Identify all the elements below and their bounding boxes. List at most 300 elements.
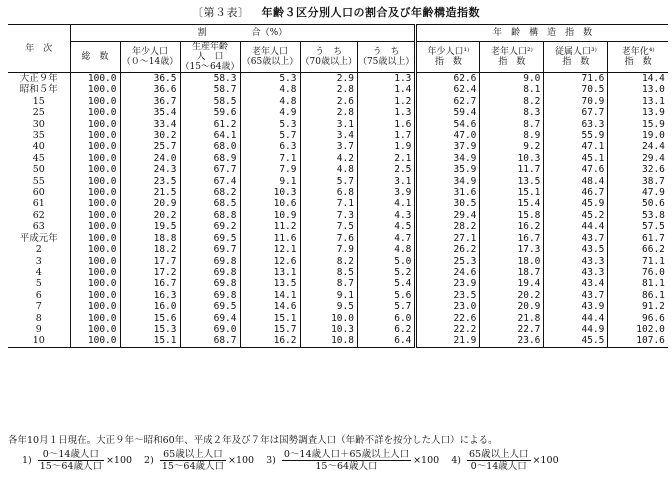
header-working-range: （15～64歳）	[180, 62, 240, 72]
cell-over75: 1.3	[357, 73, 415, 85]
cell-total: 100.0	[70, 233, 120, 244]
cell-id: 43.4	[544, 278, 608, 289]
cell-iy: 30.5	[416, 198, 480, 209]
cell-total: 100.0	[70, 221, 120, 232]
formula-numerator: 0～14歳人口	[38, 449, 104, 461]
table-row	[8, 256, 668, 267]
cell-over75: 4.1	[357, 198, 415, 209]
cell-working: 61.2	[180, 119, 240, 130]
cell-over70: 3.7	[300, 141, 357, 152]
cell-ie: 8.1	[480, 84, 544, 95]
cell-ia: 86.1	[608, 290, 668, 301]
cell-total: 100.0	[70, 164, 120, 175]
cell-id: 43.3	[544, 256, 608, 267]
row-year: 40	[32, 141, 45, 153]
cell-ia: 15.9	[608, 119, 668, 130]
cell-ie: 20.9	[480, 301, 544, 312]
cell-ie: 22.7	[480, 324, 544, 335]
cell-total: 100.0	[70, 210, 120, 221]
cell-id: 45.1	[544, 153, 608, 164]
row-year: 6	[35, 289, 42, 301]
cell-total: 100.0	[70, 187, 120, 198]
cell-ia: 19.0	[608, 130, 668, 141]
cell-over70: 7.1	[300, 198, 357, 209]
cell-over75: 6.4	[357, 335, 415, 347]
cell-over70: 7.9	[300, 244, 357, 255]
cell-iy: 23.9	[416, 278, 480, 289]
cell-id: 43.7	[544, 290, 608, 301]
cell-ia: 53.8	[608, 210, 668, 221]
cell-working: 58.7	[180, 84, 240, 95]
cell-young: 18.8	[120, 233, 180, 244]
cell-total: 100.0	[70, 267, 120, 278]
formula-numerator: 65歳以上人口	[468, 449, 529, 460]
cell-ia: 57.5	[608, 221, 668, 232]
population-table	[8, 24, 668, 348]
header-total: 総 数	[70, 42, 120, 73]
table-row	[8, 153, 668, 164]
row-year: 大正９年	[19, 73, 58, 84]
cell-working: 68.2	[180, 187, 240, 198]
cell-iy: 23.5	[416, 290, 480, 301]
header-idx-elderly-sub: 指 数	[498, 57, 526, 67]
cell-working: 69.8	[180, 267, 240, 278]
cell-working: 67.4	[180, 176, 240, 187]
cell-working: 69.5	[180, 233, 240, 244]
cell-over75: 6.2	[357, 324, 415, 335]
formula-numerator: 65歳以上人口	[160, 449, 226, 461]
cell-iy: 27.1	[416, 233, 480, 244]
formula-mark: 4)	[451, 455, 461, 466]
cell-over70: 4.8	[300, 164, 357, 175]
table-row	[8, 301, 668, 312]
formula-multiplier: ×100	[413, 455, 440, 466]
cell-iy: 26.2	[416, 244, 480, 255]
row-year: 63	[32, 221, 45, 233]
row-year: 55	[32, 175, 45, 187]
cell-ie: 16.7	[480, 233, 544, 244]
cell-ie: 19.4	[480, 278, 544, 289]
cell-young: 36.5	[120, 73, 180, 85]
cell-iy: 62.6	[416, 73, 480, 85]
cell-over70: 2.6	[300, 96, 357, 107]
table-row	[8, 198, 668, 209]
cell-over70: 6.8	[300, 187, 357, 198]
cell-elderly: 12.1	[240, 244, 300, 255]
cell-ie: 9.0	[480, 73, 544, 85]
cell-working: 68.8	[180, 210, 240, 221]
cell-total: 100.0	[70, 176, 120, 187]
cell-total: 100.0	[70, 96, 120, 107]
cell-working: 68.5	[180, 198, 240, 209]
cell-over75: 1.9	[357, 141, 415, 152]
row-year: 45	[32, 152, 45, 164]
cell-total: 100.0	[70, 313, 120, 324]
cell-elderly: 4.8	[240, 84, 300, 95]
cell-over75: 4.3	[357, 210, 415, 221]
cell-over70: 10.0	[300, 313, 357, 324]
cell-young: 18.2	[120, 244, 180, 255]
row-year: 50	[32, 164, 45, 176]
row-year: 3	[35, 255, 42, 267]
cell-young: 24.3	[120, 164, 180, 175]
cell-elderly: 7.9	[240, 164, 300, 175]
cell-iy: 21.9	[416, 335, 480, 347]
cell-working: 69.5	[180, 301, 240, 312]
cell-iy: 62.7	[416, 96, 480, 107]
cell-id: 67.7	[544, 107, 608, 118]
cell-elderly: 13.1	[240, 267, 300, 278]
cell-over70: 2.8	[300, 107, 357, 118]
row-year: 2	[35, 244, 42, 256]
cell-ia: 13.0	[608, 84, 668, 95]
cell-young: 33.4	[120, 119, 180, 130]
cell-id: 47.6	[544, 164, 608, 175]
cell-over70: 2.9	[300, 73, 357, 85]
header-young	[120, 42, 180, 73]
cell-ie: 8.2	[480, 96, 544, 107]
cell-ia: 47.9	[608, 187, 668, 198]
cell-elderly: 6.3	[240, 141, 300, 152]
cell-young: 20.2	[120, 210, 180, 221]
cell-iy: 62.4	[416, 84, 480, 95]
cell-ia: 50.6	[608, 198, 668, 209]
cell-over75: 5.4	[357, 278, 415, 289]
cell-elderly: 4.8	[240, 96, 300, 107]
cell-elderly: 9.1	[240, 176, 300, 187]
cell-young: 16.3	[120, 290, 180, 301]
header-idx-young-sub: 指 数	[434, 57, 462, 67]
cell-young: 35.4	[120, 107, 180, 118]
table-title	[0, 4, 672, 20]
cell-id: 46.7	[544, 187, 608, 198]
cell-over75: 2.1	[357, 153, 415, 164]
table-note: 各年10月１日現在。大正９年～昭和60年、平成２年及び７年は国勢調査人口（年齢不詳を按分した人口）による。	[8, 435, 498, 446]
cell-id: 47.1	[544, 141, 608, 152]
header-idx-young-label: 年少人口¹⁾	[427, 47, 470, 57]
formula-multiplier: ×100	[105, 455, 133, 466]
cell-working: 69.7	[180, 244, 240, 255]
cell-ie: 10.3	[480, 153, 544, 164]
cell-iy: 28.2	[416, 221, 480, 232]
cell-young: 15.1	[120, 335, 180, 347]
cell-young: 21.5	[120, 187, 180, 198]
header-idx-dependency	[544, 42, 608, 73]
row-year: 7	[35, 301, 42, 313]
cell-ie: 8.9	[480, 130, 544, 141]
header-elderly-label: 老年人口	[251, 47, 288, 57]
cell-over70: 8.2	[300, 256, 357, 267]
cell-id: 71.6	[544, 73, 608, 85]
header-ratio-group: 割 合（%）	[70, 25, 416, 42]
row-year: 平成元年	[19, 232, 58, 244]
cell-elderly: 10.3	[240, 187, 300, 198]
formula-denominator: 15～64歳人口	[315, 461, 378, 472]
header-idx-aging-sub: 指 数	[624, 57, 652, 67]
formula-fraction	[160, 449, 226, 472]
cell-ia: 14.4	[608, 73, 668, 85]
cell-over70: 7.3	[300, 210, 357, 221]
cell-iy: 22.6	[416, 313, 480, 324]
cell-total: 100.0	[70, 198, 120, 209]
cell-ie: 18.0	[480, 256, 544, 267]
cell-over70: 8.5	[300, 267, 357, 278]
cell-id: 70.5	[544, 84, 608, 95]
cell-iy: 25.3	[416, 256, 480, 267]
cell-id: 44.4	[544, 221, 608, 232]
cell-ia: 71.1	[608, 256, 668, 267]
cell-iy: 34.9	[416, 153, 480, 164]
cell-over75: 3.9	[357, 187, 415, 198]
cell-over75: 5.2	[357, 267, 415, 278]
cell-over75: 4.8	[357, 244, 415, 255]
cell-working: 69.4	[180, 313, 240, 324]
cell-total: 100.0	[70, 119, 120, 130]
row-year: 9	[35, 323, 42, 335]
cell-ia: 32.6	[608, 164, 668, 175]
cell-elderly: 15.1	[240, 313, 300, 324]
cell-over70: 10.3	[300, 324, 357, 335]
cell-total: 100.0	[70, 107, 120, 118]
header-idx-dependency-label: 従属人口³⁾	[554, 47, 597, 57]
cell-over70: 7.5	[300, 221, 357, 232]
formula-item	[266, 449, 439, 472]
cell-ie: 20.2	[480, 290, 544, 301]
row-year: 4	[35, 266, 42, 278]
formula-multiplier: ×100	[532, 455, 559, 466]
cell-id: 55.9	[544, 130, 608, 141]
row-year: 35	[32, 130, 45, 142]
cell-working: 69.0	[180, 324, 240, 335]
cell-id: 44.9	[544, 324, 608, 335]
cell-id: 43.3	[544, 267, 608, 278]
row-year: 5	[35, 278, 42, 290]
cell-over75: 1.7	[357, 130, 415, 141]
cell-over75: 4.7	[357, 233, 415, 244]
cell-elderly: 5.7	[240, 130, 300, 141]
cell-elderly: 13.5	[240, 278, 300, 289]
cell-ia: 91.2	[608, 301, 668, 312]
cell-ie: 17.3	[480, 244, 544, 255]
row-year: 10	[8, 335, 70, 347]
cell-over70: 2.8	[300, 84, 357, 95]
cell-ie: 16.2	[480, 221, 544, 232]
cell-iy: 29.4	[416, 210, 480, 221]
table-row	[8, 267, 668, 278]
cell-working: 69.8	[180, 278, 240, 289]
table-number: 〔第３表〕	[192, 6, 250, 19]
cell-working: 68.0	[180, 141, 240, 152]
cell-young: 15.6	[120, 313, 180, 324]
header-working	[180, 42, 240, 73]
cell-over70: 5.7	[300, 176, 357, 187]
table-row	[8, 290, 668, 301]
formula-fraction	[38, 449, 104, 472]
cell-iy: 54.6	[416, 119, 480, 130]
cell-ie: 11.7	[480, 164, 544, 175]
cell-ia: 96.6	[608, 313, 668, 324]
cell-total: 100.0	[70, 84, 120, 95]
cell-elderly: 10.9	[240, 210, 300, 221]
cell-over70: 10.8	[300, 335, 357, 347]
table-row	[8, 119, 668, 130]
cell-over75: 4.5	[357, 221, 415, 232]
header-idx-aging	[608, 42, 668, 73]
cell-working: 69.8	[180, 256, 240, 267]
cell-over75: 2.5	[357, 164, 415, 175]
formula-multiplier: ×100	[228, 455, 255, 466]
cell-ia: 13.9	[608, 107, 668, 118]
row-year: 62	[32, 209, 45, 221]
cell-iy: 47.0	[416, 130, 480, 141]
table-row	[8, 141, 668, 152]
cell-over75: 5.6	[357, 290, 415, 301]
table-body	[8, 73, 668, 348]
table-row	[8, 130, 668, 141]
table-row	[8, 244, 668, 255]
cell-ie: 15.1	[480, 187, 544, 198]
formula-denominator: 0～14歳人口	[470, 461, 527, 472]
cell-ia: 13.1	[608, 96, 668, 107]
row-year: 30	[32, 118, 45, 130]
cell-young: 30.2	[120, 130, 180, 141]
row-year: 昭和５年	[19, 84, 58, 96]
row-year: 8	[35, 312, 42, 324]
cell-total: 100.0	[70, 335, 120, 347]
table-row	[8, 187, 668, 198]
header-working-label: 生産年齢人 口	[191, 42, 228, 62]
formula-numerator: 0～14歳人口＋65歳以上人口	[283, 449, 410, 460]
cell-ia: 29.4	[608, 153, 668, 164]
formula-denominator: 15～64歳人口	[39, 461, 102, 472]
cell-id: 63.3	[544, 119, 608, 130]
table-row	[8, 324, 668, 335]
header-over70-range: （70歳以上）	[300, 57, 357, 67]
cell-total: 100.0	[70, 301, 120, 312]
cell-id: 43.7	[544, 233, 608, 244]
cell-ie: 18.7	[480, 267, 544, 278]
cell-young: 17.2	[120, 267, 180, 278]
cell-iy: 24.6	[416, 267, 480, 278]
row-year: 15	[32, 95, 45, 107]
cell-ia: 76.0	[608, 267, 668, 278]
formula-list	[22, 449, 571, 472]
header-over75-range: （75歳以上）	[357, 57, 415, 67]
cell-elderly: 12.6	[240, 256, 300, 267]
cell-total: 100.0	[70, 73, 120, 85]
formula-fraction	[467, 449, 531, 472]
cell-ia: 38.7	[608, 176, 668, 187]
cell-elderly: 10.6	[240, 198, 300, 209]
cell-ie: 15.8	[480, 210, 544, 221]
formula-item	[22, 449, 132, 472]
header-idx-dependency-sub: 指 数	[562, 57, 590, 67]
table-row	[8, 335, 668, 347]
formula-denominator: 15～64歳人口	[161, 461, 224, 472]
cell-elderly: 16.2	[240, 335, 300, 347]
cell-total: 100.0	[70, 324, 120, 335]
row-year: 61	[32, 198, 45, 210]
table-row	[8, 107, 668, 118]
cell-elderly: 11.6	[240, 233, 300, 244]
cell-ia: 24.4	[608, 141, 668, 152]
cell-ie: 8.3	[480, 107, 544, 118]
cell-over75: 5.0	[357, 256, 415, 267]
cell-ie: 23.6	[480, 335, 544, 347]
cell-young: 20.9	[120, 198, 180, 209]
cell-working: 59.6	[180, 107, 240, 118]
cell-total: 100.0	[70, 141, 120, 152]
cell-id: 45.9	[544, 198, 608, 209]
table-row	[8, 164, 668, 175]
cell-over75: 1.2	[357, 96, 415, 107]
cell-total: 100.0	[70, 130, 120, 141]
cell-over70: 3.4	[300, 130, 357, 141]
cell-ia: 102.0	[608, 324, 668, 335]
table-row	[8, 84, 668, 95]
cell-over75: 5.7	[357, 301, 415, 312]
cell-id: 45.2	[544, 210, 608, 221]
cell-ie: 13.5	[480, 176, 544, 187]
row-year: 25	[32, 107, 45, 119]
header-young-range: （０～14歳）	[121, 57, 179, 67]
cell-ia: 81.1	[608, 278, 668, 289]
formula-mark: 3)	[266, 455, 276, 466]
header-over75-label: う ち	[372, 47, 400, 57]
table-row	[8, 176, 668, 187]
cell-id: 44.4	[544, 313, 608, 324]
cell-iy: 59.4	[416, 107, 480, 118]
formula-item	[144, 449, 254, 472]
cell-over70: 8.7	[300, 278, 357, 289]
cell-working: 64.1	[180, 130, 240, 141]
table-title-text: 年齢３区分別人口の割合及び年齢構造指数	[261, 6, 480, 19]
table-row	[8, 73, 668, 85]
cell-over75: 1.4	[357, 84, 415, 95]
cell-ia: 107.6	[608, 335, 668, 347]
formula-mark: 2)	[144, 455, 154, 466]
cell-young: 16.7	[120, 278, 180, 289]
table-row	[8, 221, 668, 232]
cell-iy: 35.9	[416, 164, 480, 175]
cell-over75: 1.3	[357, 107, 415, 118]
table-row	[8, 233, 668, 244]
cell-elderly: 15.7	[240, 324, 300, 335]
cell-elderly: 14.6	[240, 301, 300, 312]
header-year: 年 次	[8, 25, 70, 73]
cell-elderly: 4.9	[240, 107, 300, 118]
header-idx-elderly-label: 老年人口²⁾	[490, 47, 533, 57]
header-over70-label: う ち	[315, 47, 343, 57]
header-index-group: 年 齢 構 造 指 数	[416, 25, 668, 42]
cell-iy: 31.6	[416, 187, 480, 198]
cell-id: 70.9	[544, 96, 608, 107]
cell-over70: 9.1	[300, 290, 357, 301]
cell-working: 58.3	[180, 73, 240, 85]
cell-iy: 34.9	[416, 176, 480, 187]
row-year: 60	[32, 187, 45, 199]
cell-young: 19.5	[120, 221, 180, 232]
cell-total: 100.0	[70, 290, 120, 301]
cell-id: 43.9	[544, 301, 608, 312]
cell-working: 69.8	[180, 290, 240, 301]
cell-id: 45.5	[544, 335, 608, 347]
cell-iy: 37.9	[416, 141, 480, 152]
cell-working: 68.9	[180, 153, 240, 164]
table-row	[8, 278, 668, 289]
header-idx-elderly	[480, 42, 544, 73]
cell-total: 100.0	[70, 153, 120, 164]
